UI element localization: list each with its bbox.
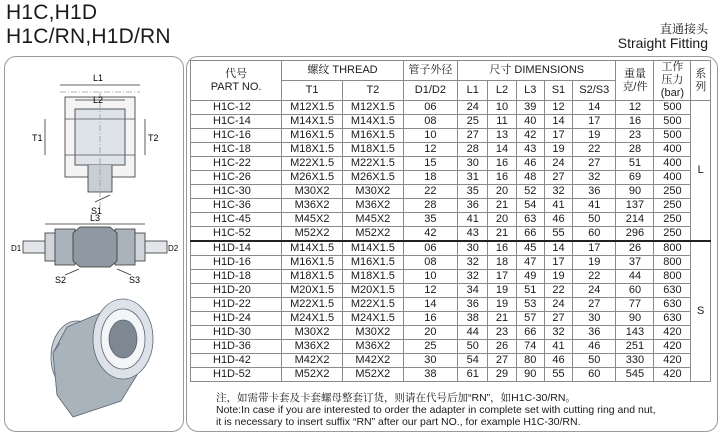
- table-cell: M22X1.5: [342, 157, 403, 171]
- spec-table-body: [191, 101, 711, 382]
- table-cell: 66: [516, 326, 544, 340]
- table-cell: 32: [544, 326, 572, 340]
- table-cell: M12X1.5: [342, 101, 403, 115]
- table-cell: 30: [403, 354, 457, 368]
- table-cell: 60: [616, 284, 654, 298]
- table-cell: 50: [573, 213, 616, 227]
- label-d1: D1: [11, 244, 22, 253]
- table-cell: 12: [403, 143, 457, 157]
- header-l3: L3: [516, 81, 544, 101]
- spec-table-panel: [186, 56, 718, 432]
- table-cell: 137: [616, 199, 654, 213]
- table-cell: 800: [654, 241, 691, 256]
- part-number-cell: H1C-12: [191, 101, 282, 115]
- table-cell: 38: [458, 312, 488, 326]
- table-cell: 214: [616, 213, 654, 227]
- table-cell: 500: [654, 129, 691, 143]
- table-cell: 12: [616, 101, 654, 115]
- table-row: [191, 368, 711, 382]
- table-cell: 36: [458, 199, 488, 213]
- table-cell: 17: [544, 129, 572, 143]
- table-cell: 420: [654, 326, 691, 340]
- table-cell: M52X2: [342, 368, 403, 382]
- table-cell: 330: [616, 354, 654, 368]
- part-number-cell: H1D-42: [191, 354, 282, 368]
- table-cell: 19: [573, 256, 616, 270]
- table-cell: 32: [544, 185, 572, 199]
- part-number-cell: H1D-52: [191, 368, 282, 382]
- fitting-assembly-view: [23, 224, 167, 275]
- table-cell: 17: [488, 270, 516, 284]
- table-cell: 12: [403, 284, 457, 298]
- table-cell: M14X1.5: [342, 115, 403, 129]
- table-cell: M20X1.5: [282, 284, 343, 298]
- header-d1d2: D1/D2: [403, 81, 457, 101]
- table-cell: 80: [516, 354, 544, 368]
- table-row: [191, 312, 711, 326]
- table-cell: M16X1.5: [282, 256, 343, 270]
- fitting-3d-illustration: [51, 299, 153, 417]
- table-row: [191, 143, 711, 157]
- header-thread: 螺纹 THREAD: [282, 61, 404, 81]
- table-cell: 24: [544, 298, 572, 312]
- label-t1: T1: [32, 133, 43, 143]
- table-cell: 57: [516, 312, 544, 326]
- part-number-cell: H1C-26: [191, 171, 282, 185]
- table-row: [191, 227, 711, 242]
- table-cell: 54: [458, 354, 488, 368]
- table-cell: 500: [654, 101, 691, 115]
- part-number-cell: H1C-18: [191, 143, 282, 157]
- table-cell: M14X1.5: [282, 241, 343, 256]
- part-number-cell: H1D-24: [191, 312, 282, 326]
- table-cell: 30: [458, 241, 488, 256]
- table-cell: 11: [488, 115, 516, 129]
- table-cell: 66: [516, 227, 544, 242]
- table-cell: 27: [488, 354, 516, 368]
- table-cell: 12: [544, 101, 572, 115]
- table-cell: 21: [488, 312, 516, 326]
- header-part-no: [191, 61, 282, 101]
- table-cell: 545: [616, 368, 654, 382]
- table-cell: M52X2: [342, 227, 403, 242]
- table-cell: 22: [544, 284, 572, 298]
- title-line-1: H1C,H1D: [6, 1, 98, 24]
- table-cell: M16X1.5: [342, 256, 403, 270]
- table-cell: 26: [488, 340, 516, 354]
- label-l1: L1: [93, 73, 104, 83]
- table-row: [191, 185, 711, 199]
- table-cell: M30X2: [342, 185, 403, 199]
- table-cell: 46: [573, 340, 616, 354]
- table-cell: M26X1.5: [282, 171, 343, 185]
- header-pressure-cn1: 工作: [661, 61, 684, 73]
- table-cell: M18X1.5: [282, 143, 343, 157]
- table-cell: 14: [544, 115, 572, 129]
- table-cell: 42: [403, 227, 457, 242]
- fitting-drawings: [5, 57, 183, 431]
- header-weight: [616, 61, 654, 101]
- header-pressure-unit: (bar): [660, 87, 685, 99]
- table-cell: 32: [573, 171, 616, 185]
- spec-table: [190, 60, 711, 382]
- table-cell: 28: [616, 143, 654, 157]
- table-cell: 77: [616, 298, 654, 312]
- table-cell: 500: [654, 115, 691, 129]
- table-cell: M14X1.5: [342, 241, 403, 256]
- table-cell: 24: [458, 101, 488, 115]
- table-cell: 39: [516, 101, 544, 115]
- table-cell: 10: [488, 101, 516, 115]
- table-cell: 296: [616, 227, 654, 242]
- table-cell: M36X2: [342, 340, 403, 354]
- table-cell: 20: [488, 185, 516, 199]
- part-number-cell: H1C-22: [191, 157, 282, 171]
- table-cell: 27: [573, 298, 616, 312]
- header-series-cn2: 列: [695, 80, 707, 93]
- table-cell: 17: [573, 115, 616, 129]
- table-cell: M14X1.5: [282, 115, 343, 129]
- table-cell: 10: [403, 270, 457, 284]
- table-cell: 69: [616, 171, 654, 185]
- table-cell: 26: [616, 241, 654, 256]
- series-label: L: [691, 101, 711, 242]
- table-cell: M22X1.5: [282, 157, 343, 171]
- table-row: [191, 326, 711, 340]
- table-cell: M42X2: [282, 354, 343, 368]
- note-cn: 注，如需带卡套及卡套螺母整套订货，则请在代号后加“RN”，如H1C-30/RN。: [216, 392, 576, 404]
- table-cell: M12X1.5: [282, 101, 343, 115]
- table-cell: 61: [458, 368, 488, 382]
- table-cell: 08: [403, 115, 457, 129]
- table-cell: 50: [573, 354, 616, 368]
- table-row: [191, 213, 711, 227]
- label-s2: S2: [55, 275, 67, 285]
- part-number-cell: H1C-30: [191, 185, 282, 199]
- table-cell: 30: [458, 157, 488, 171]
- table-cell: 400: [654, 171, 691, 185]
- table-cell: 40: [516, 115, 544, 129]
- table-cell: 16: [488, 171, 516, 185]
- label-s1: S1: [91, 206, 103, 216]
- table-cell: 420: [654, 340, 691, 354]
- table-cell: M52X2: [282, 227, 343, 242]
- table-cell: 32: [458, 256, 488, 270]
- table-cell: 41: [544, 199, 572, 213]
- table-cell: 54: [516, 199, 544, 213]
- table-cell: 49: [516, 270, 544, 284]
- table-cell: 420: [654, 354, 691, 368]
- table-cell: 21: [488, 199, 516, 213]
- table-cell: M16X1.5: [282, 129, 343, 143]
- label-s3: S3: [129, 275, 141, 285]
- table-cell: 51: [516, 284, 544, 298]
- table-cell: 16: [488, 241, 516, 256]
- table-cell: 800: [654, 270, 691, 284]
- table-cell: M26X1.5: [342, 171, 403, 185]
- table-cell: 24: [573, 284, 616, 298]
- table-cell: 20: [403, 326, 457, 340]
- table-cell: 50: [458, 340, 488, 354]
- table-cell: 14: [573, 101, 616, 115]
- table-cell: 630: [654, 312, 691, 326]
- table-cell: M22X1.5: [282, 298, 343, 312]
- table-cell: 38: [403, 368, 457, 382]
- table-cell: 24: [544, 157, 572, 171]
- label-l2: L2: [93, 95, 104, 105]
- label-d2: D2: [168, 244, 179, 253]
- table-cell: M52X2: [282, 368, 343, 382]
- table-cell: M36X2: [342, 199, 403, 213]
- table-cell: 16: [403, 312, 457, 326]
- table-cell: 44: [616, 270, 654, 284]
- table-row: [191, 340, 711, 354]
- header-weight-cn: 重量: [623, 67, 646, 80]
- table-cell: 25: [403, 340, 457, 354]
- table-cell: M18X1.5: [282, 270, 343, 284]
- table-cell: M18X1.5: [342, 270, 403, 284]
- table-row: [191, 256, 711, 270]
- table-cell: 19: [544, 270, 572, 284]
- table-cell: M36X2: [282, 199, 343, 213]
- table-cell: 90: [616, 312, 654, 326]
- part-number-cell: H1C-14: [191, 115, 282, 129]
- header-t1: T1: [282, 81, 343, 101]
- table-cell: M24X1.5: [342, 312, 403, 326]
- header-l1: L1: [458, 81, 488, 101]
- table-cell: M16X1.5: [342, 129, 403, 143]
- table-row: [191, 171, 711, 185]
- part-number-cell: H1D-36: [191, 340, 282, 354]
- table-cell: M20X1.5: [342, 284, 403, 298]
- table-cell: 19: [488, 298, 516, 312]
- table-cell: 90: [616, 185, 654, 199]
- table-cell: 13: [488, 129, 516, 143]
- part-number-cell: H1C-16: [191, 129, 282, 143]
- table-cell: 15: [403, 157, 457, 171]
- table-cell: 08: [403, 256, 457, 270]
- table-cell: 37: [616, 256, 654, 270]
- table-cell: 630: [654, 284, 691, 298]
- table-cell: M30X2: [282, 185, 343, 199]
- part-number-cell: H1C-36: [191, 199, 282, 213]
- table-cell: 28: [403, 199, 457, 213]
- table-cell: 14: [403, 298, 457, 312]
- table-cell: 43: [458, 227, 488, 242]
- table-cell: 36: [573, 326, 616, 340]
- table-cell: 53: [516, 298, 544, 312]
- table-cell: 42: [516, 129, 544, 143]
- table-cell: M36X2: [282, 340, 343, 354]
- table-cell: 251: [616, 340, 654, 354]
- table-cell: 17: [544, 256, 572, 270]
- note-en-2: it is necessary to insert suffix “RN” after our part NO., for example H1C-30/RN.: [216, 416, 581, 428]
- table-cell: 17: [573, 241, 616, 256]
- header-s1: S1: [544, 81, 572, 101]
- table-cell: 19: [573, 129, 616, 143]
- table-cell: 55: [544, 227, 572, 242]
- header-pressure-cn2: 压力: [661, 74, 684, 86]
- table-cell: 90: [516, 368, 544, 382]
- table-cell: 250: [654, 227, 691, 242]
- label-l3: L3: [90, 213, 101, 223]
- table-cell: 800: [654, 256, 691, 270]
- table-cell: 25: [458, 115, 488, 129]
- table-cell: 28: [458, 143, 488, 157]
- table-row: [191, 298, 711, 312]
- header-pressure: [654, 61, 691, 101]
- table-cell: M22X1.5: [342, 298, 403, 312]
- table-cell: 27: [544, 171, 572, 185]
- table-cell: 18: [403, 171, 457, 185]
- part-number-cell: H1D-14: [191, 241, 282, 256]
- part-number-cell: H1D-30: [191, 326, 282, 340]
- table-row: [191, 241, 711, 256]
- table-cell: 06: [403, 101, 457, 115]
- table-cell: 46: [544, 354, 572, 368]
- header-part-cn: 代号: [225, 67, 248, 80]
- table-cell: 630: [654, 298, 691, 312]
- header-series-cn1: 系: [695, 67, 707, 80]
- part-number-cell: H1D-18: [191, 270, 282, 284]
- part-number-cell: H1D-22: [191, 298, 282, 312]
- table-cell: 27: [544, 312, 572, 326]
- table-cell: 420: [654, 368, 691, 382]
- table-cell: 29: [488, 368, 516, 382]
- table-cell: 143: [616, 326, 654, 340]
- header-pipe-od: 管子外径: [403, 61, 457, 81]
- table-cell: 20: [488, 213, 516, 227]
- table-cell: 19: [544, 143, 572, 157]
- table-cell: 35: [403, 213, 457, 227]
- header-l2: L2: [488, 81, 516, 101]
- table-cell: 06: [403, 241, 457, 256]
- table-cell: 47: [516, 256, 544, 270]
- table-cell: 46: [516, 157, 544, 171]
- table-cell: 23: [616, 129, 654, 143]
- table-cell: 46: [544, 213, 572, 227]
- table-cell: 400: [654, 157, 691, 171]
- table-row: [191, 157, 711, 171]
- table-cell: 10: [403, 129, 457, 143]
- table-cell: 27: [458, 129, 488, 143]
- table-cell: 51: [616, 157, 654, 171]
- part-number-cell: H1C-52: [191, 227, 282, 242]
- table-cell: 14: [488, 143, 516, 157]
- table-cell: M18X1.5: [342, 143, 403, 157]
- header-dimensions: 尺寸 DIMENSIONS: [458, 61, 616, 81]
- table-cell: 250: [654, 199, 691, 213]
- table-row: [191, 270, 711, 284]
- table-cell: M24X1.5: [282, 312, 343, 326]
- table-cell: 48: [516, 171, 544, 185]
- table-cell: M45X2: [342, 213, 403, 227]
- table-cell: 250: [654, 213, 691, 227]
- table-row: [191, 101, 711, 115]
- label-t2: T2: [148, 133, 159, 143]
- table-cell: 22: [573, 270, 616, 284]
- subtitle-cn: 直通接头: [659, 22, 708, 36]
- table-cell: 35: [458, 185, 488, 199]
- table-cell: 52: [516, 185, 544, 199]
- header-weight-unit: 克/件: [622, 80, 648, 93]
- table-cell: 36: [458, 298, 488, 312]
- part-number-cell: H1C-45: [191, 213, 282, 227]
- table-cell: 16: [488, 157, 516, 171]
- table-cell: 18: [488, 256, 516, 270]
- part-number-cell: H1D-16: [191, 256, 282, 270]
- table-cell: 60: [573, 227, 616, 242]
- title-line-2: H1C/RN,H1D/RN: [6, 25, 171, 48]
- table-row: [191, 284, 711, 298]
- table-cell: 23: [488, 326, 516, 340]
- table-cell: 21: [488, 227, 516, 242]
- drawing-panel: [4, 56, 184, 432]
- header-t2: T2: [342, 81, 403, 101]
- table-cell: 74: [516, 340, 544, 354]
- table-cell: M45X2: [282, 213, 343, 227]
- table-cell: 55: [544, 368, 572, 382]
- table-cell: 63: [516, 213, 544, 227]
- part-number-cell: H1D-20: [191, 284, 282, 298]
- table-cell: M30X2: [282, 326, 343, 340]
- table-cell: 45: [516, 241, 544, 256]
- table-cell: 32: [458, 270, 488, 284]
- table-cell: 16: [616, 115, 654, 129]
- note-en-1: Note:In case if you are interested to order the adapter in complete set with cutting ring and nut,: [216, 404, 656, 416]
- table-cell: 400: [654, 143, 691, 157]
- header-series: [691, 61, 711, 101]
- table-cell: 14: [544, 241, 572, 256]
- table-row: [191, 354, 711, 368]
- table-cell: 250: [654, 185, 691, 199]
- table-cell: 30: [573, 312, 616, 326]
- table-cell: 27: [573, 157, 616, 171]
- table-cell: 41: [573, 199, 616, 213]
- table-cell: 41: [544, 340, 572, 354]
- table-row: [191, 129, 711, 143]
- header-s2s3: S2/S3: [573, 81, 616, 101]
- table-cell: 44: [458, 326, 488, 340]
- subtitle-en: Straight Fitting: [617, 35, 708, 51]
- table-cell: 19: [488, 284, 516, 298]
- table-cell: 22: [403, 185, 457, 199]
- table-cell: 31: [458, 171, 488, 185]
- table-cell: 60: [573, 368, 616, 382]
- table-cell: 43: [516, 143, 544, 157]
- header-part-en: PART NO.: [210, 80, 262, 93]
- table-cell: M42X2: [342, 354, 403, 368]
- table-cell: 41: [458, 213, 488, 227]
- table-row: [191, 199, 711, 213]
- table-cell: 34: [458, 284, 488, 298]
- table-cell: 22: [573, 143, 616, 157]
- table-row: [191, 115, 711, 129]
- table-cell: 36: [573, 185, 616, 199]
- table-cell: M30X2: [342, 326, 403, 340]
- series-label: S: [691, 241, 711, 382]
